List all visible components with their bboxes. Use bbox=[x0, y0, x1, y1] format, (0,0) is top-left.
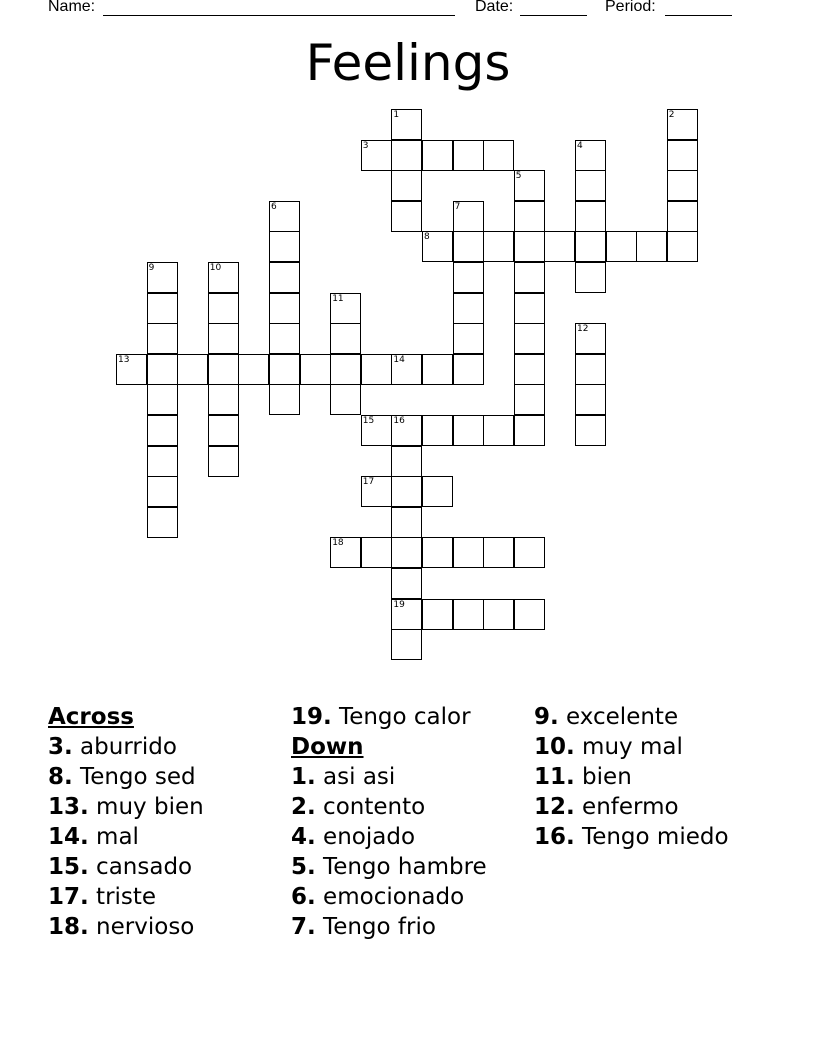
crossword-cell[interactable] bbox=[269, 293, 300, 324]
crossword-cell[interactable] bbox=[514, 231, 545, 262]
crossword-cell[interactable] bbox=[391, 446, 422, 477]
clue-number: 14 bbox=[393, 354, 405, 365]
crossword-cell[interactable] bbox=[330, 354, 361, 385]
crossword-cell[interactable] bbox=[116, 354, 147, 385]
crossword-cell[interactable] bbox=[147, 262, 178, 293]
clue-item-number: 18. bbox=[48, 914, 89, 940]
crossword-cell[interactable] bbox=[514, 354, 545, 385]
crossword-cell[interactable] bbox=[391, 354, 422, 385]
crossword-cell[interactable] bbox=[269, 262, 300, 293]
name-label: Name: bbox=[48, 0, 96, 15]
clue-item bbox=[291, 912, 487, 942]
crossword-cell[interactable] bbox=[422, 231, 453, 262]
clue-item-text: cansado bbox=[88, 854, 193, 880]
clue-number: 15 bbox=[362, 416, 375, 426]
clue-column-2 bbox=[291, 702, 487, 942]
clue-item bbox=[291, 792, 487, 822]
clue-item-number: 6. bbox=[291, 884, 316, 910]
crossword-cell[interactable] bbox=[330, 384, 361, 415]
crossword-cell[interactable] bbox=[575, 201, 606, 232]
crossword-cell[interactable] bbox=[667, 201, 698, 232]
clue-item bbox=[48, 822, 204, 852]
crossword-cell[interactable] bbox=[269, 323, 300, 354]
across-heading: Across bbox=[48, 704, 134, 730]
period-label: Period: bbox=[605, 0, 656, 15]
down-heading: Down bbox=[291, 734, 364, 760]
crossword-cell[interactable] bbox=[453, 140, 484, 171]
crossword-cell[interactable] bbox=[300, 354, 331, 385]
crossword-cell[interactable] bbox=[575, 415, 606, 446]
crossword-cell[interactable] bbox=[391, 507, 422, 538]
clue-item-text: muy mal bbox=[574, 734, 683, 760]
crossword-cell[interactable] bbox=[330, 293, 361, 324]
crossword-cell[interactable] bbox=[575, 262, 606, 293]
clue-number: 4 bbox=[577, 140, 583, 151]
clue-column-1 bbox=[48, 702, 204, 942]
crossword-cell[interactable] bbox=[453, 415, 484, 446]
crossword-cell[interactable] bbox=[391, 629, 422, 660]
crossword-cell[interactable] bbox=[238, 354, 269, 385]
clue-item-number: 16. bbox=[534, 824, 575, 850]
clue-item bbox=[291, 762, 487, 792]
crossword-cell[interactable] bbox=[208, 262, 239, 293]
crossword-cell[interactable] bbox=[667, 140, 698, 171]
crossword-cell[interactable] bbox=[269, 384, 300, 415]
crossword-cell[interactable] bbox=[391, 201, 422, 232]
clue-number: 1 bbox=[393, 110, 400, 120]
crossword-cell[interactable] bbox=[361, 415, 392, 446]
clue-item-number: 9. bbox=[534, 704, 559, 730]
crossword-cell[interactable] bbox=[422, 537, 453, 568]
crossword-cell[interactable] bbox=[208, 354, 239, 385]
crossword-cell[interactable] bbox=[147, 293, 178, 324]
crossword-cell[interactable] bbox=[667, 231, 698, 262]
clue-item-number: 4. bbox=[291, 824, 316, 850]
clue-item-number: 15. bbox=[48, 854, 89, 880]
crossword-cell[interactable] bbox=[361, 354, 392, 385]
crossword-cell[interactable] bbox=[575, 140, 606, 171]
clue-item bbox=[291, 882, 487, 912]
crossword-cell[interactable] bbox=[483, 140, 514, 171]
clue-item-text: muy bien bbox=[88, 794, 204, 820]
clue-number: 5 bbox=[515, 171, 522, 182]
clue-item-number: 3. bbox=[48, 734, 73, 760]
crossword-cell[interactable] bbox=[208, 323, 239, 354]
clue-item bbox=[48, 762, 204, 792]
crossword-cell[interactable] bbox=[483, 231, 514, 262]
clue-item-text: contento bbox=[315, 794, 426, 820]
crossword-cell[interactable] bbox=[208, 384, 239, 415]
clue-item bbox=[48, 882, 204, 912]
crossword-cell[interactable] bbox=[147, 323, 178, 354]
clue-item bbox=[48, 792, 204, 822]
crossword-cell[interactable] bbox=[147, 415, 178, 446]
clue-item bbox=[48, 912, 204, 942]
crossword-cell[interactable] bbox=[361, 537, 392, 568]
clue-number: 17 bbox=[362, 477, 375, 488]
crossword-cell[interactable] bbox=[514, 415, 545, 446]
clue-item bbox=[291, 822, 487, 852]
crossword-cell[interactable] bbox=[667, 170, 698, 201]
clue-item-number: 5. bbox=[291, 854, 316, 880]
clue-item-number: 11. bbox=[534, 764, 575, 790]
clue-number: 16 bbox=[393, 416, 405, 426]
crossword-cell[interactable] bbox=[330, 323, 361, 354]
crossword-cell[interactable] bbox=[483, 415, 514, 446]
crossword-cell[interactable] bbox=[544, 231, 575, 262]
crossword-cell[interactable] bbox=[453, 354, 484, 385]
crossword-cell[interactable] bbox=[514, 201, 545, 232]
clue-item-number: 10. bbox=[534, 734, 575, 760]
crossword-cell[interactable] bbox=[422, 476, 453, 507]
crossword-cell[interactable] bbox=[575, 323, 606, 354]
crossword-cell[interactable] bbox=[269, 231, 300, 262]
crossword-cell[interactable] bbox=[453, 293, 484, 324]
crossword-cell[interactable] bbox=[208, 293, 239, 324]
clue-item-number: 8. bbox=[48, 764, 73, 790]
crossword-cell[interactable] bbox=[483, 537, 514, 568]
clue-item bbox=[534, 732, 729, 762]
crossword-cell[interactable] bbox=[453, 262, 484, 293]
crossword-cell[interactable] bbox=[453, 231, 484, 262]
clue-item-number: 14. bbox=[48, 824, 89, 850]
clue-item-text: Tengo hambre bbox=[315, 854, 487, 880]
crossword-cell[interactable] bbox=[391, 568, 422, 599]
crossword-cell[interactable] bbox=[636, 231, 667, 262]
crossword-cell[interactable] bbox=[453, 323, 484, 354]
crossword-cell[interactable] bbox=[575, 354, 606, 385]
crossword-cell[interactable] bbox=[575, 384, 606, 415]
clue-item-number: 12. bbox=[534, 794, 575, 820]
crossword-cell[interactable] bbox=[514, 170, 545, 201]
crossword-cell[interactable] bbox=[147, 446, 178, 477]
crossword-cell[interactable] bbox=[208, 415, 239, 446]
crossword-cell[interactable] bbox=[330, 537, 361, 568]
clue-item-text: Tengo sed bbox=[72, 764, 196, 790]
clue-item-number: 19. bbox=[291, 704, 332, 730]
crossword-cell[interactable] bbox=[391, 109, 422, 140]
date-label: Date: bbox=[475, 0, 514, 15]
crossword-cell[interactable] bbox=[514, 323, 545, 354]
crossword-cell[interactable] bbox=[514, 262, 545, 293]
clue-column-3 bbox=[534, 702, 729, 852]
clue-number: 9 bbox=[148, 263, 155, 273]
crossword-cell[interactable] bbox=[147, 384, 178, 415]
clue-item-text: bien bbox=[574, 764, 632, 790]
clue-item bbox=[534, 792, 729, 822]
crossword-cell[interactable] bbox=[147, 476, 178, 507]
clue-item bbox=[48, 732, 204, 762]
clue-item bbox=[534, 822, 729, 852]
clue-number: 3 bbox=[362, 140, 369, 151]
crossword-cell[interactable] bbox=[514, 384, 545, 415]
clue-item-text: Tengo frio bbox=[315, 914, 436, 940]
crossword-cell[interactable] bbox=[208, 446, 239, 477]
crossword-cell[interactable] bbox=[422, 140, 453, 171]
clue-number: 7 bbox=[454, 201, 461, 212]
clue-number: 6 bbox=[271, 201, 277, 212]
clue-item-text: Tengo calor bbox=[331, 704, 471, 730]
crossword-cell[interactable] bbox=[514, 293, 545, 324]
crossword-cell[interactable] bbox=[269, 354, 300, 385]
clue-item-text: triste bbox=[88, 884, 157, 910]
crossword-cell[interactable] bbox=[177, 354, 208, 385]
page-title: Feelings bbox=[305, 34, 511, 92]
clue-item-number: 2. bbox=[291, 794, 316, 820]
clue-number: 8 bbox=[424, 232, 430, 243]
crossword-cell[interactable] bbox=[391, 415, 422, 446]
clue-item-text: mal bbox=[88, 824, 139, 850]
crossword-cell[interactable] bbox=[391, 599, 422, 630]
crossword-cell[interactable] bbox=[606, 231, 637, 262]
crossword-cell[interactable] bbox=[391, 476, 422, 507]
crossword-cell[interactable] bbox=[147, 507, 178, 538]
crossword-cell[interactable] bbox=[422, 415, 453, 446]
crossword-cell[interactable] bbox=[391, 537, 422, 568]
crossword-cell[interactable] bbox=[147, 354, 178, 385]
clue-item-text: enojado bbox=[315, 824, 416, 850]
clue-item-text: excelente bbox=[558, 704, 679, 730]
crossword-cell[interactable] bbox=[269, 201, 300, 232]
crossword-cell[interactable] bbox=[422, 599, 453, 630]
clue-item-text: asi asi bbox=[315, 764, 396, 790]
crossword-cell[interactable] bbox=[575, 231, 606, 262]
clue-number: 18 bbox=[332, 538, 344, 549]
crossword-cell[interactable] bbox=[361, 140, 392, 171]
crossword-cell[interactable] bbox=[453, 537, 484, 568]
crossword-cell[interactable] bbox=[514, 599, 545, 630]
clue-item-text: enfermo bbox=[574, 794, 679, 820]
crossword-cell[interactable] bbox=[391, 170, 422, 201]
clue-item bbox=[291, 702, 487, 732]
clue-item-text: aburrido bbox=[72, 734, 177, 760]
clue-item-number: 7. bbox=[291, 914, 316, 940]
clue-number: 13 bbox=[118, 354, 130, 365]
crossword-cell[interactable] bbox=[514, 537, 545, 568]
clue-item-number: 17. bbox=[48, 884, 89, 910]
clue-item bbox=[48, 852, 204, 882]
clue-number: 2 bbox=[668, 110, 675, 120]
crossword-cell[interactable] bbox=[453, 599, 484, 630]
clue-item-text: nervioso bbox=[88, 914, 195, 940]
crossword-cell[interactable] bbox=[391, 140, 422, 171]
crossword-cell[interactable] bbox=[453, 201, 484, 232]
clue-number: 12 bbox=[577, 324, 589, 335]
clue-number: 11 bbox=[332, 293, 344, 304]
clue-item-text: Tengo miedo bbox=[574, 824, 729, 850]
crossword-cell[interactable] bbox=[483, 599, 514, 630]
clue-item bbox=[534, 702, 729, 732]
clue-item bbox=[291, 852, 487, 882]
crossword-cell[interactable] bbox=[667, 109, 698, 140]
clue-item-number: 1. bbox=[291, 764, 316, 790]
crossword-cell[interactable] bbox=[575, 170, 606, 201]
clue-item-number: 13. bbox=[48, 794, 89, 820]
clue-item-text: emocionado bbox=[315, 884, 465, 910]
clue-item bbox=[534, 762, 729, 792]
clue-number: 19 bbox=[393, 599, 405, 610]
crossword-cell[interactable] bbox=[361, 476, 392, 507]
clue-number: 10 bbox=[209, 263, 222, 273]
crossword-cell[interactable] bbox=[422, 354, 453, 385]
